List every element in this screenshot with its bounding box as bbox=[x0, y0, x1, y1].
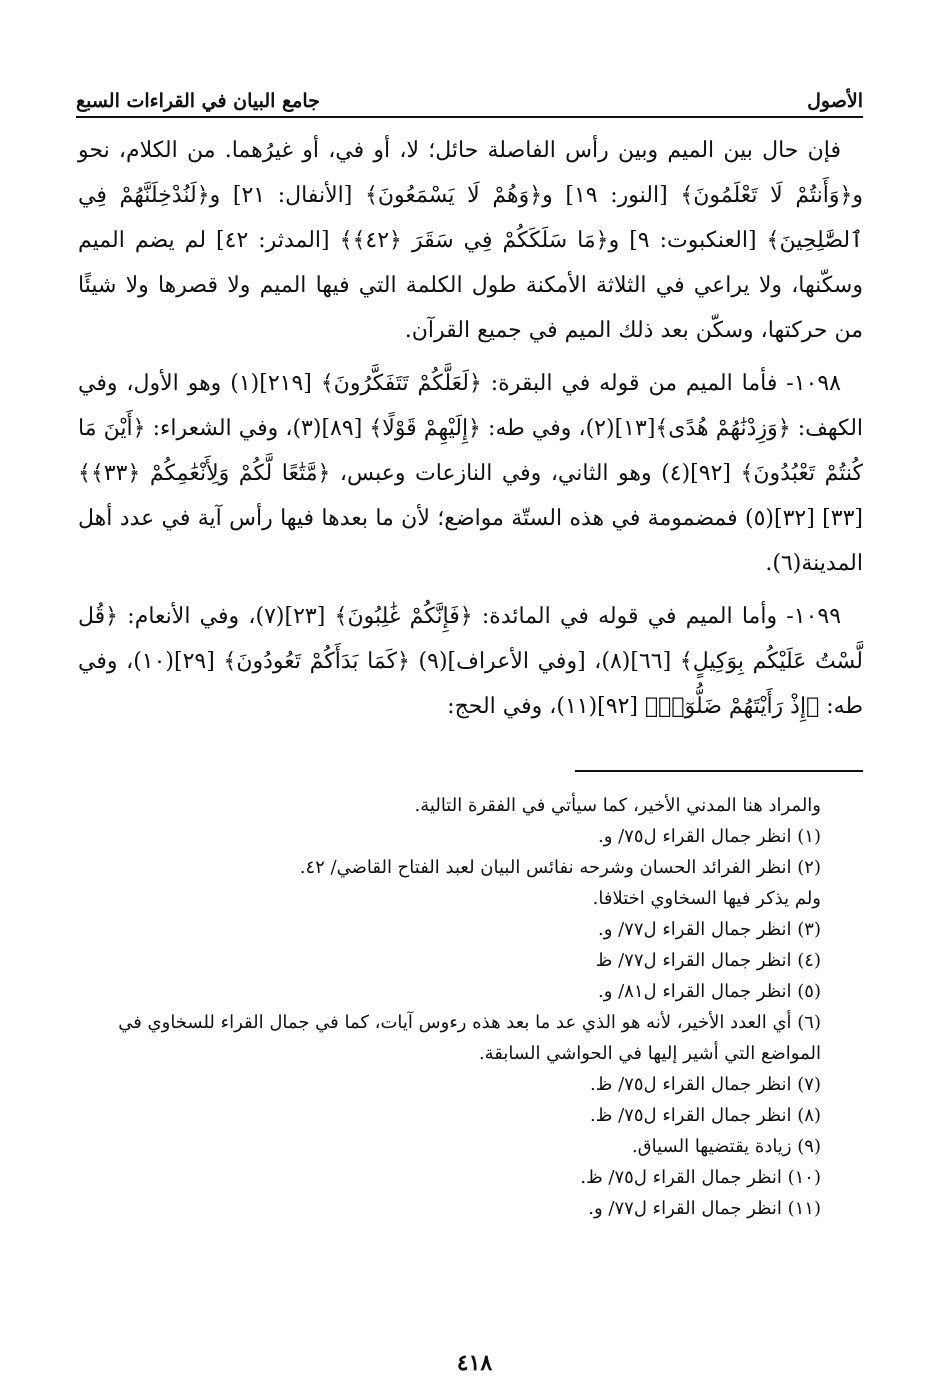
footnote-8: (٨) انظر جمال القراء ل٧٥/ ظ. bbox=[590, 1105, 821, 1126]
footnote-7: (٧) انظر جمال القراء ل٧٥/ ظ. bbox=[590, 1074, 821, 1095]
paragraph-1099: ١٠٩٩- وأما الميم في قوله في المائدة: ﴿فَإِنَّكُمْ غَٰلِبُونَ﴾ [٢٣](٧)، وفي الأنعام: ﴿قُل لَّسْتُ عَلَيْكُم بِوَكِيلٍ﴾ [٦٦](٨)، [وفي الأعراف](٩) ﴿كَمَا بَدَأَكُمْ تَعُودُونَ﴾ [٢٩](١٠)، وفي طه: ﴿إِذْ رَأَيْتَهُمْ ضَلُّوٓا۟﴾ [٩٢](١١)، وفي الحج: bbox=[78, 604, 863, 719]
book-title: جامع البيان في القراءات السبع bbox=[76, 90, 320, 112]
footnote-10: (١٠) انظر جمال القراء ل٧٥/ ظ. bbox=[580, 1167, 821, 1188]
footnote-2: (٢) انظر الفرائد الحسان وشرحه نفائس البيان لعبد الفتاح القاضي/ ٤٢. bbox=[299, 857, 821, 878]
footnote-2-continuation: ولم يذكر فيها السخاوي اختلافا. bbox=[592, 888, 821, 909]
footnote-3: (٣) انظر جمال القراء ل٧٧/ و. bbox=[597, 919, 821, 940]
footnote-9: (٩) زيادة يقتضيها السياق. bbox=[631, 1136, 821, 1157]
footnote-6: (٦) أي العدد الأخير، لأنه هو الذي عد ما بعد هذه رءوس آيات، كما في جمال القراء للسخاوي في المواضع التي أشير إليها في الحواشي السابقة. bbox=[118, 1012, 821, 1064]
footnote-continuation: والمراد هنا المدني الأخير، كما سيأتي في الفقرة التالية. bbox=[414, 795, 821, 816]
page-number: ٤١٨ bbox=[456, 1350, 493, 1376]
footnote-separator bbox=[575, 770, 863, 772]
footnote-5: (٥) انظر جمال القراء ل٨١/ و. bbox=[597, 981, 821, 1002]
footnote-11: (١١) انظر جمال القراء ل٧٧/ و. bbox=[588, 1198, 821, 1219]
running-header bbox=[76, 72, 863, 118]
chapter-title: الأصول bbox=[807, 90, 863, 112]
main-text bbox=[78, 128, 863, 737]
paragraph-1098: ١٠٩٨- فأما الميم من قوله في البقرة: ﴿لَعَلَّكُمْ تَتَفَكَّرُونَ﴾ [٢١٩](١) وهو الأول، وفي الكهف: ﴿وَزِدْنَٰهُمْ هُدًى﴾[١٣](٢)، وفي طه: ﴿إِلَيْهِمْ قَوْلًا﴾ [٨٩](٣)، وفي الشعراء: ﴿أَيْنَ مَا كُنتُمْ تَعْبُدُونَ﴾ [٩٢](٤) وهو الثاني، وفي النازعات وعبس، ﴿مَّتَٰعًا لَّكُمْ وَلِأَنْعَٰمِكُمْ ﴿٣٣﴾﴾ [٣٣] [٣٢](٥) فمضمومة في هذه الستّة مواضع؛ لأن ما بعدها فيها رأس آية في عدد أهل المدينة(٦). bbox=[78, 371, 864, 576]
footnote-4: (٤) انظر جمال القراء ل٧٧/ ظ bbox=[595, 950, 821, 971]
paragraph-intro: فإن حال بين الميم وبين رأس الفاصلة حائل؛ لا، أو في، أو غيرُهما. من الكلام، نحو و﴿وَأَنتُمْ لَا تَعْلَمُونَ﴾ [النور: ١٩] و﴿وَهُمْ لَا يَسْمَعُونَ﴾ [الأنفال: ٢١] و﴿لَنُدْخِلَنَّهُمْ فِي ٱلصَّٰلِحِينَ﴾ [العنكبوت: ٩] و﴿مَا سَلَكَكُمْ فِي سَقَرَ ﴿٤٢﴾﴾ [المدثر: ٤٢] لم يضم الميم وسكّنها، ولا يراعي في الثلاثة الأمكنة طول الكلمة التي فيها الميم ولا قصرها ولا شيئًا من حركتها، وسكّن بعد ذلك الميم في جميع القرآن. bbox=[78, 138, 863, 343]
footnotes bbox=[78, 790, 863, 1224]
footnote-1: (١) انظر جمال القراء ل٧٥/ و. bbox=[597, 826, 821, 847]
